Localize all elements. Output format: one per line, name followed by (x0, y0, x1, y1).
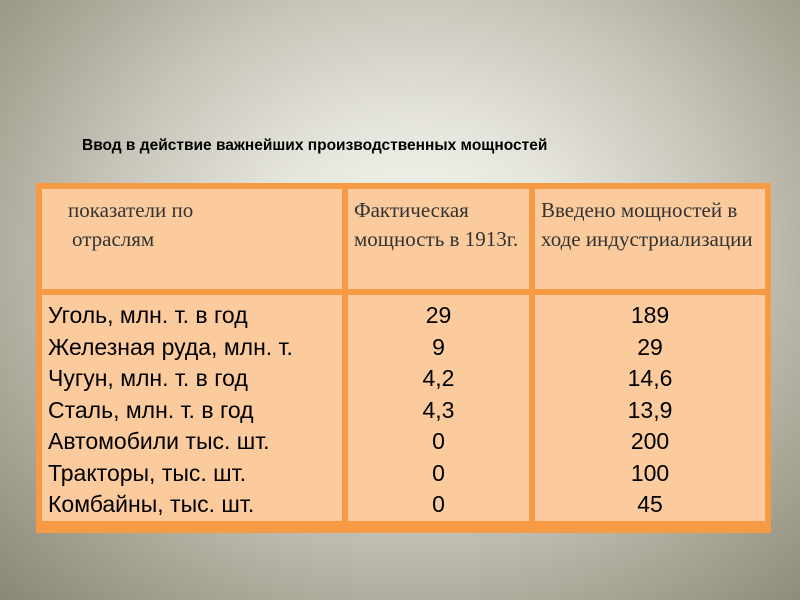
introduced-pig-iron-value: 14,6 (627, 365, 673, 391)
introduced-coal-value: 189 (630, 302, 670, 328)
header-indicators-line1: показатели по (68, 198, 194, 222)
table-header-row (42, 189, 765, 295)
indicator-steel: Сталь, млн. т. в год (48, 396, 254, 423)
indicator-automobiles: Автомобили тыс. шт. (48, 428, 270, 454)
introduced-steel-value: 13,9 (627, 396, 673, 423)
indicator-pig-iron: Чугун, млн. т. в год (48, 365, 248, 391)
introduced-automobiles-value: 200 (630, 428, 670, 454)
indicator-combines: Комбайны, тыс. шт. (48, 491, 255, 517)
actual-tractors-value: 0 (432, 459, 445, 486)
data-table (42, 189, 765, 521)
data-table-frame (36, 183, 771, 533)
header-indicators (42, 189, 348, 295)
actual-iron-ore-value: 9 (432, 333, 445, 360)
header-introduced-capacity: Введено мощностей в ходе индустриализации (535, 189, 765, 295)
slide-title: Ввод в действие важнейших производственных мощностей (82, 137, 548, 154)
actual-steel-value: 4,3 (422, 396, 455, 423)
actual-coal-value: 29 (425, 302, 452, 328)
header-actual-capacity-1913: Фактическая мощность в 1913г. (348, 189, 535, 295)
introduced-column (535, 295, 765, 521)
indicator-column (42, 295, 348, 521)
introduced-tractors-value: 100 (630, 459, 670, 486)
indicator-tractors: Тракторы, тыс. шт. (48, 459, 247, 486)
indicator-iron-ore: Железная руда, млн. т. (48, 333, 293, 360)
introduced-iron-ore-value: 29 (637, 333, 663, 360)
actual-combines-value: 0 (432, 491, 445, 517)
header-indicators-line2: отраслям (72, 227, 155, 251)
actual-1913-column (348, 295, 535, 521)
actual-automobiles-value: 0 (432, 428, 445, 454)
indicator-coal: Уголь, млн. т. в год (48, 302, 248, 328)
actual-pig-iron-value: 4,2 (422, 365, 455, 391)
introduced-combines-value: 45 (637, 491, 663, 517)
table-body-row (42, 295, 765, 521)
